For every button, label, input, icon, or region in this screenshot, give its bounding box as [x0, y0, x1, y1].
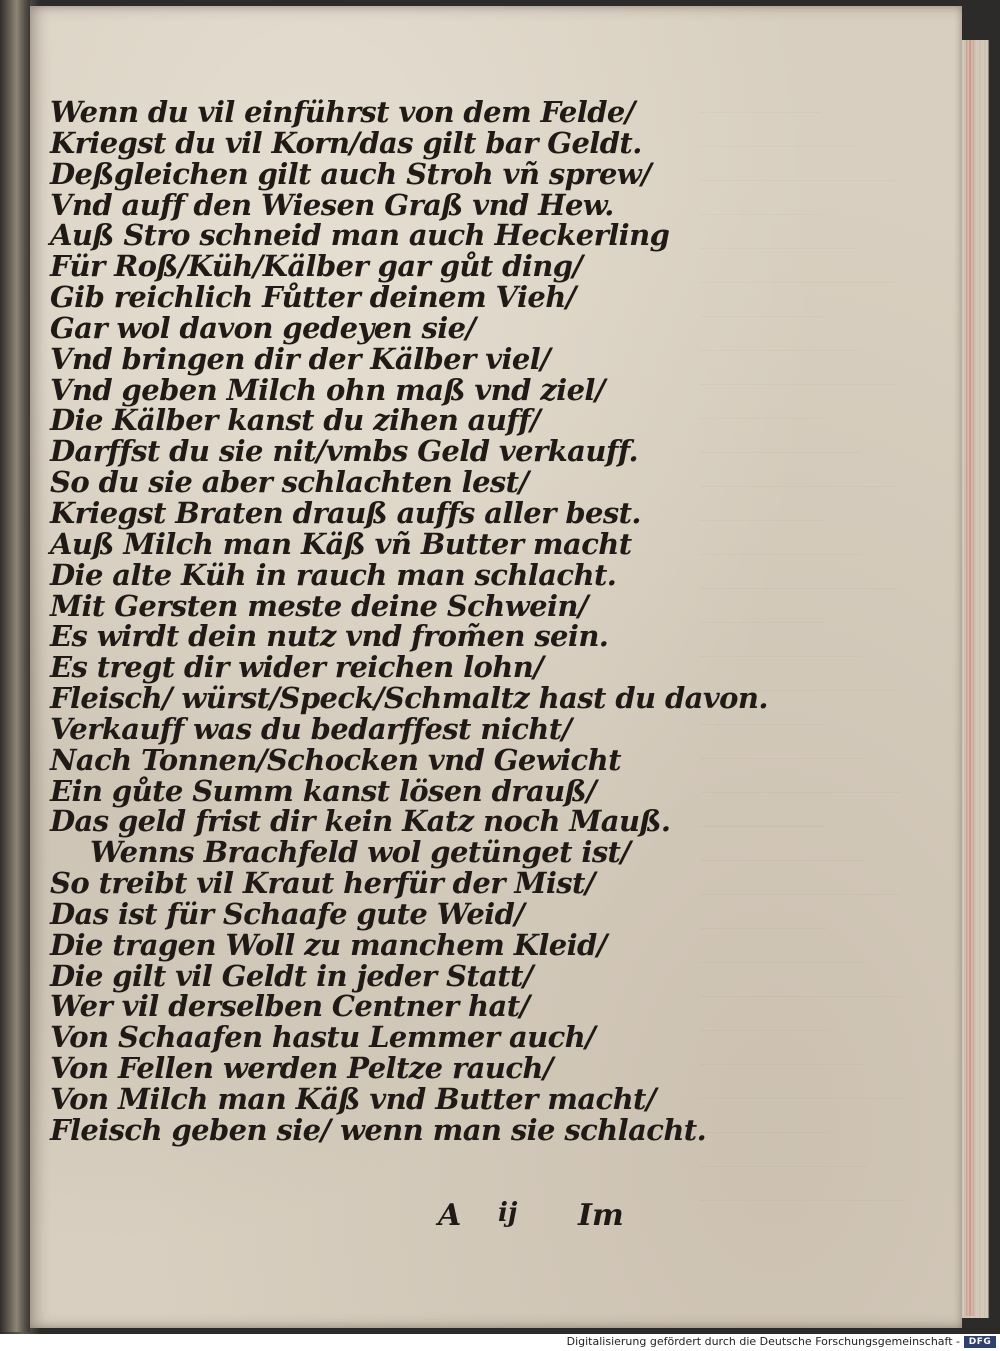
verse-line: Die alte Küh in rauch man schlacht. — [50, 557, 617, 592]
verse-line: Es tregt dir wider reichen lohn/ — [50, 650, 544, 685]
verse-line: Das geld frist dir kein Katz noch Mauß. — [50, 804, 671, 839]
verse-line: Von Fellen werden Peltze rauch/ — [50, 1051, 553, 1086]
verse-line: Vnd geben Milch ohn maß vnd ziel/ — [50, 372, 605, 407]
verse-line: Auß Milch man Käß vñ Butter macht — [50, 526, 632, 561]
verse-line: Verkauff was du bedarffest nicht/ — [50, 711, 572, 746]
show-through-line — [700, 532, 861, 555]
show-through-line — [700, 1110, 830, 1133]
show-through-line — [700, 634, 862, 657]
show-through-line — [700, 600, 825, 623]
show-through-line — [700, 260, 895, 283]
verse-line: Vnd bringen dir der Kälber viel/ — [50, 341, 551, 376]
show-through-line — [700, 1042, 866, 1065]
verse-line: Kriegst du vil Korn/das gilt bar Geldt. — [50, 125, 642, 160]
show-through-line — [700, 362, 896, 385]
show-through-line — [700, 1178, 904, 1201]
show-through-line — [700, 464, 897, 487]
binding-gutter — [0, 0, 30, 1332]
show-through-line — [700, 124, 857, 147]
dfg-logo-icon: DFG — [964, 1336, 996, 1348]
funding-notice: Digitalisierung gefördert durch die Deutsche Forschungsgemeinschaft - — [566, 1335, 960, 1348]
verse-line: Gar wol davon gedeyen sie/ — [50, 310, 476, 345]
signature-mark: A — [438, 1198, 462, 1233]
show-through-line — [700, 736, 863, 759]
verse-line: Kriegst Braten drauß auffs aller best. — [50, 495, 641, 530]
verse-line: Das ist für Schaafe gute Weid/ — [50, 896, 525, 931]
show-through-line — [700, 498, 824, 521]
verse-line: Die gilt vil Geldt in jeder Statt/ — [50, 958, 533, 993]
verse-line: Die Kälber kanst du zihen auff/ — [50, 403, 541, 438]
show-through-line — [700, 872, 901, 895]
show-through-line — [700, 192, 821, 215]
show-through-line — [700, 1144, 867, 1167]
show-through-line — [700, 158, 894, 181]
verse-line: Die tragen Woll zu manchem Kleid/ — [50, 927, 607, 962]
verse-line: Fleisch geben sie/ wenn man sie schlacht. — [50, 1112, 707, 1147]
show-through-line — [700, 328, 859, 351]
verse-line: Fleisch/ würst/Speck/Schmaltz hast du davon. — [50, 681, 768, 716]
show-through-line — [700, 566, 898, 589]
verse-text-block — [50, 95, 768, 1147]
show-through-line — [700, 770, 900, 793]
show-through-line — [700, 294, 822, 317]
verse-line: Wenn du vil einführst von dem Felde/ — [50, 95, 635, 129]
signature-number: ij — [498, 1198, 518, 1228]
verse-line: So treibt vil Kraut herfür der Mist/ — [50, 866, 595, 901]
show-through-line — [700, 1076, 903, 1099]
page-red-edge — [966, 40, 974, 1316]
verse-line: So du sie aber schlachten lest/ — [50, 465, 529, 500]
show-through-line — [700, 226, 858, 249]
verse-line: Von Schaafen hastu Lemmer auch/ — [50, 1020, 596, 1055]
show-through-line — [700, 430, 860, 453]
verse-line: Nach Tonnen/Schocken vnd Gewicht — [50, 742, 621, 777]
show-through-line — [700, 940, 865, 963]
catchword: Im — [578, 1198, 624, 1233]
verse-line: Für Roß/Küh/Kälber gar gůt ding/ — [50, 249, 583, 284]
show-through-line — [700, 90, 820, 113]
verse-line: Vnd auff den Wiesen Graß vnd Hew. — [50, 187, 614, 222]
show-through-text — [700, 90, 950, 1230]
show-through-line — [700, 906, 828, 929]
footer-bar — [0, 1334, 1000, 1351]
verse-line: Wenns Brachfeld wol getünget ist/ — [90, 835, 631, 870]
show-through-line — [700, 804, 827, 827]
show-through-line — [700, 1212, 831, 1230]
verse-line: Deßgleichen gilt auch Stroh vñ sprew/ — [50, 156, 652, 191]
verse-line: Mit Gersten meste deine Schwein/ — [50, 588, 588, 623]
show-through-line — [700, 838, 864, 861]
verse-line: Es wirdt dein nutz vnd from̃en sein. — [50, 619, 609, 654]
verse-line: Von Milch man Käß vnd Butter macht/ — [50, 1082, 656, 1116]
verse-line: Wer vil derselben Centner hat/ — [50, 989, 530, 1024]
show-through-line — [700, 974, 902, 997]
verse-line: Gib reichlich Fůtter deinem Vieh/ — [50, 280, 576, 315]
show-through-line — [700, 396, 823, 419]
show-through-line — [700, 1008, 829, 1031]
verse-line: Darffst du sie nit/vmbs Geld verkauff. — [50, 434, 639, 469]
verse-line: Ein gůte Summ kanst lösen drauß/ — [50, 773, 597, 808]
verse-line: Auß Stro schneid man auch Heckerling — [50, 218, 670, 253]
